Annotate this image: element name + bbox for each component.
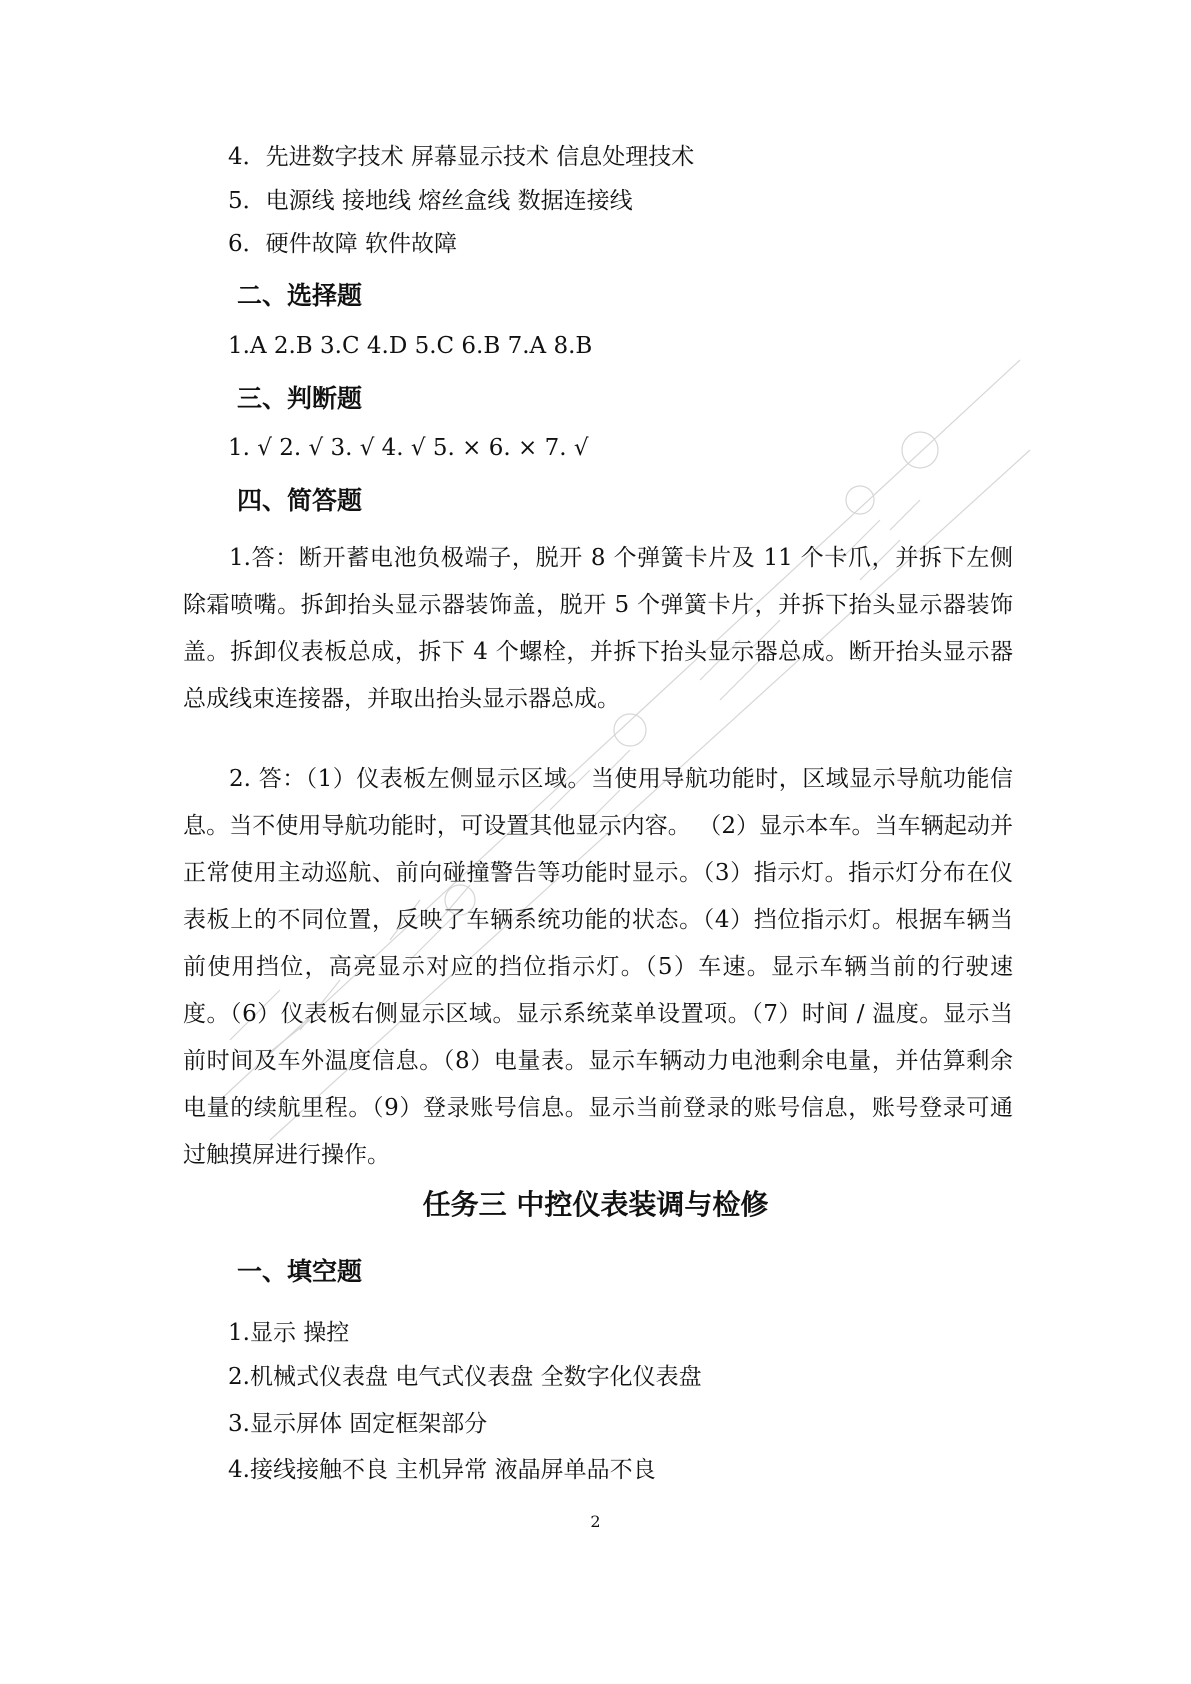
fill-answer-4: 4．先进数字技术 屏幕显示技术 信息处理技术 — [228, 144, 695, 170]
task-title: 任务三 中控仪表装调与检修 — [422, 1188, 769, 1221]
section-heading-fill: 一、填空题 — [237, 1257, 363, 1286]
section-heading-choice: 二、选择题 — [237, 281, 363, 310]
fill-answer-6: 6．硬件故障 软件故障 — [228, 231, 457, 257]
section-heading-short: 四、简答题 — [237, 486, 363, 515]
short-answer-1: 1.答：断开蓄电池负极端子，脱开 8 个弹簧卡片及 11 个卡爪，并拆下左侧除霜喷嘴。拆卸抬头显示器装饰盖，脱开 5 个弹簧卡片，并拆下抬头显示器装饰盖。拆卸仪表板总成，拆下 4 个螺栓，并拆下抬头显示器总成。断开抬头显示器总成线束连接器，并取出抬头显示器总成。 — [183, 545, 1013, 712]
task3-fill-answer-4: 4.接线接触不良 主机异常 液晶屏单品不良 — [228, 1457, 656, 1483]
section-heading-judge: 三、判断题 — [237, 384, 363, 413]
choice-answers: 1.A 2.B 3.C 4.D 5.C 6.B 7.A 8.B — [228, 333, 593, 359]
short-answer-2: 2. 答：（1）仪表板左侧显示区域。当使用导航功能时，区域显示导航功能信息。当不使用导航功能时，可设置其他显示内容。 （2）显示本车。当车辆起动并正常使用主动巡航、前向碰撞警告等功能时显示。（3）指示灯。指示灯分布在仪表板上的不同位置，反映了车辆系统功能的状态。（4）挡位指示灯。根据车辆当前使用挡位，高亮显示对应的挡位指示灯。（5）车速。显示车辆当前的行驶速度。（6）仪表板右侧显示区域。显示系统菜单设置项。（7）时间 / 温度。显示当前时间及车外温度信息。（8）电量表。显示车辆动力电池剩余电量，并估算剩余电量的续航里程。（9）登录账号信息。显示当前登录的账号信息，账号登录可通过触摸屏进行操作。 — [183, 766, 1013, 1168]
task3-fill-answer-2: 2.机械式仪表盘 电气式仪表盘 全数字化仪表盘 — [228, 1364, 702, 1390]
fill-answer-5: 5．电源线 接地线 熔丝盒线 数据连接线 — [228, 188, 633, 214]
judge-answers: 1. √ 2. √ 3. √ 4. √ 5. × 6. × 7. √ — [228, 435, 589, 461]
task3-fill-answer-1: 1.显示 操控 — [228, 1320, 350, 1346]
task3-fill-answer-3: 3.显示屏体 固定框架部分 — [228, 1411, 488, 1437]
page-number: 2 — [590, 1512, 601, 1531]
